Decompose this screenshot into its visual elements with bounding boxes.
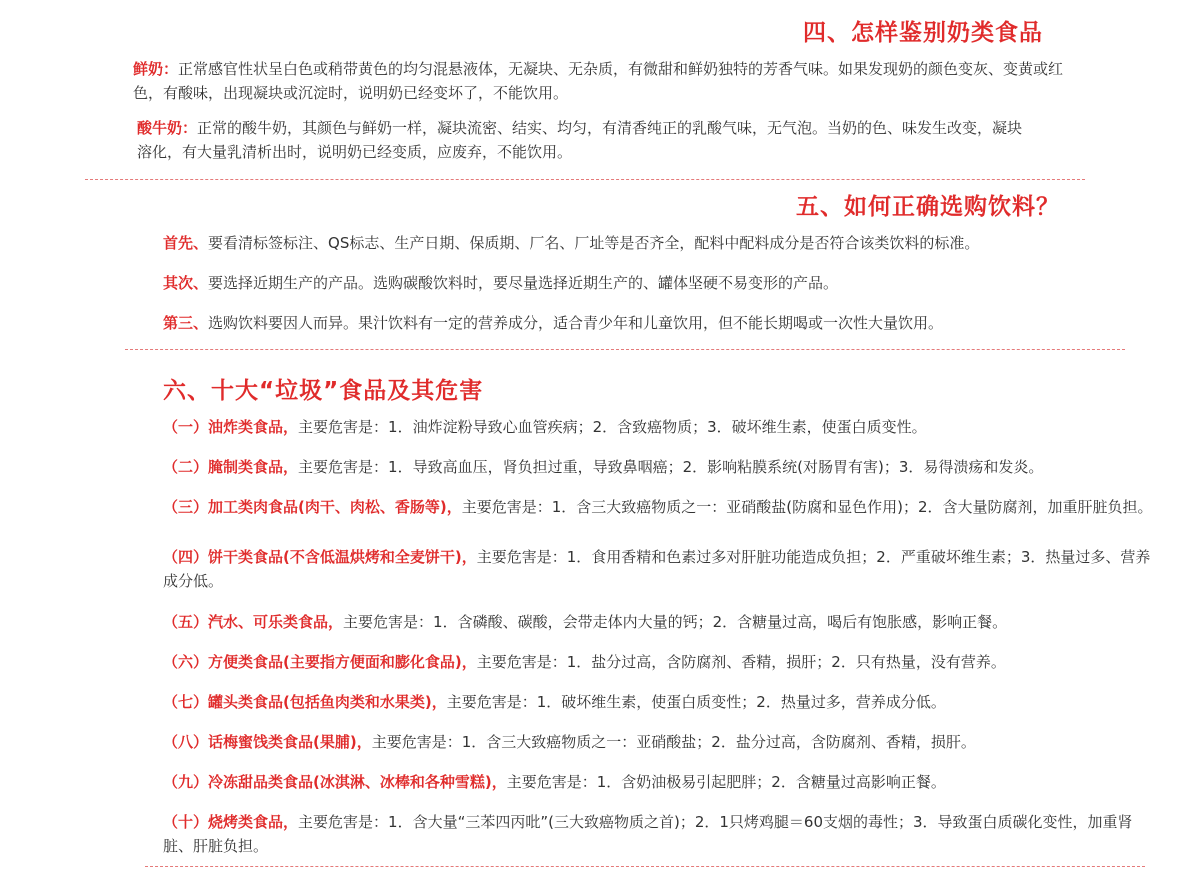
yogurt-text: 正常的酸牛奶，其颜色与鲜奶一样，凝块流密、结实、均匀，有清香纯正的乳酸气味，无气泡。当奶的色、味发生改变，凝块溶化，有大量乳清析出时，说明奶已经变质，应废弃，不能饮用。 bbox=[137, 119, 1023, 161]
section-6-title: 六、十大“垃圾”食品及其危害 bbox=[163, 378, 484, 404]
yogurt-label: 酸牛奶： bbox=[137, 119, 198, 137]
junk-food-item-1 bbox=[163, 415, 1158, 439]
item-name: 汽水、可乐类食品， bbox=[208, 613, 344, 631]
beverage-tip-3 bbox=[163, 311, 1123, 335]
junk-food-item-3 bbox=[163, 495, 1158, 519]
item-number: （二） bbox=[163, 458, 209, 476]
junk-food-item-7 bbox=[163, 690, 1158, 714]
item-name: 油炸类食品， bbox=[208, 418, 299, 436]
junk-food-item-5 bbox=[163, 610, 1158, 634]
section-4-title: 四、怎样鉴别奶类食品 bbox=[803, 20, 1043, 46]
beverage-tip-3-text: 选购饮料要因人而异。果汁饮料有一定的营养成分，适合青少年和儿童饮用，但不能长期喝或一次性大量饮用。 bbox=[208, 314, 944, 332]
item-number: （十） bbox=[163, 813, 209, 831]
item-text: 主要危害是：1．破坏维生素，使蛋白质变性；2．热量过多，营养成分低。 bbox=[446, 693, 946, 711]
junk-food-item-2 bbox=[163, 455, 1158, 479]
item-text: 主要危害是：1．导致高血压，肾负担过重，导致鼻咽癌；2．影响粘膜系统(对肠胃有害)；3．易得溃疡和发炎。 bbox=[298, 458, 1044, 476]
beverage-tip-1 bbox=[163, 231, 1123, 255]
milk-text: 正常感官性状呈白色或稍带黄色的均匀混悬液体，无凝块、无杂质，有微甜和鲜奶独特的芳香气味。如果发现奶的颜色变灰、变黄或红色，有酸味，出现凝块或沉淀时，说明奶已经变坏了，不能饮用。 bbox=[133, 60, 1064, 102]
junk-food-item-6 bbox=[163, 650, 1158, 674]
item-name: 冷冻甜品类食品(冰淇淋、冰棒和各种雪糕)， bbox=[208, 773, 507, 791]
item-number: （九） bbox=[163, 773, 209, 791]
junk-food-item-10 bbox=[163, 810, 1158, 858]
divider-3 bbox=[145, 866, 1145, 867]
item-name: 烧烤类食品， bbox=[208, 813, 299, 831]
item-text: 主要危害是：1．含三大致癌物质之一：亚硝酸盐(防腐和显色作用)；2．含大量防腐剂，加重肝脏负担。 bbox=[461, 498, 1153, 516]
item-name: 饼干类食品(不含低温烘烤和全麦饼干)， bbox=[208, 548, 477, 566]
item-number: （七） bbox=[163, 693, 209, 711]
section-5-title: 五、如何正确选购饮料？ bbox=[796, 194, 1060, 220]
item-text: 主要危害是：1．含磷酸、碳酸，会带走体内大量的钙；2．含糖量过高，喝后有饱胀感，影响正餐。 bbox=[343, 613, 1008, 631]
junk-food-item-8 bbox=[163, 730, 1158, 754]
divider-2 bbox=[125, 349, 1125, 350]
item-text: 主要危害是：1．食用香精和色素过多对肝脏功能造成负担；2．严重破坏维生素；3．热量过多、营养成分低。 bbox=[163, 548, 1151, 590]
item-name: 加工类肉食品(肉干、肉松、香肠等)， bbox=[208, 498, 462, 516]
item-name: 话梅蜜饯类食品(果脯)， bbox=[208, 733, 372, 751]
beverage-tip-2-label: 其次、 bbox=[163, 274, 209, 292]
item-name: 腌制类食品， bbox=[208, 458, 299, 476]
junk-food-item-4 bbox=[163, 545, 1158, 593]
item-name: 罐头类食品(包括鱼肉类和水果类)， bbox=[208, 693, 447, 711]
item-number: （五） bbox=[163, 613, 209, 631]
beverage-tip-2-text: 要选择近期生产的产品。选购碳酸饮料时，要尽量选择近期生产的、罐体坚硬不易变形的产品。 bbox=[208, 274, 839, 292]
yogurt-paragraph bbox=[137, 116, 1037, 164]
beverage-tip-1-label: 首先、 bbox=[163, 234, 209, 252]
divider-1 bbox=[85, 179, 1085, 180]
item-text: 主要危害是：1．油炸淀粉导致心血管疾病；2．含致癌物质；3．破坏维生素，使蛋白质变性。 bbox=[298, 418, 927, 436]
milk-paragraph bbox=[133, 57, 1068, 105]
item-number: （一） bbox=[163, 418, 209, 436]
item-name: 方便类食品(主要指方便面和膨化食品)， bbox=[208, 653, 477, 671]
item-number: （八） bbox=[163, 733, 209, 751]
item-number: （六） bbox=[163, 653, 209, 671]
beverage-tip-2 bbox=[163, 271, 1123, 295]
beverage-tip-3-label: 第三、 bbox=[163, 314, 209, 332]
item-number: （四） bbox=[163, 548, 209, 566]
item-text: 主要危害是：1．盐分过高，含防腐剂、香精，损肝；2．只有热量，没有营养。 bbox=[476, 653, 1006, 671]
item-number: （三） bbox=[163, 498, 209, 516]
item-text: 主要危害是：1．含大量“三苯四丙吡”(三大致癌物质之首)；2．1只烤鸡腿＝60支烟的毒性；3．导致蛋白质碳化变性，加重肾脏、肝脏负担。 bbox=[163, 813, 1133, 855]
junk-food-item-9 bbox=[163, 770, 1158, 794]
item-text: 主要危害是：1．含奶油极易引起肥胖；2．含糖量过高影响正餐。 bbox=[506, 773, 946, 791]
milk-label: 鲜奶： bbox=[133, 60, 179, 78]
beverage-tip-1-text: 要看清标签标注、QS标志、生产日期、保质期、厂名、厂址等是否齐全，配料中配料成分是否符合该类饮料的标准。 bbox=[208, 234, 980, 252]
item-text: 主要危害是：1．含三大致癌物质之一：亚硝酸盐；2．盐分过高，含防腐剂、香精，损肝。 bbox=[371, 733, 976, 751]
